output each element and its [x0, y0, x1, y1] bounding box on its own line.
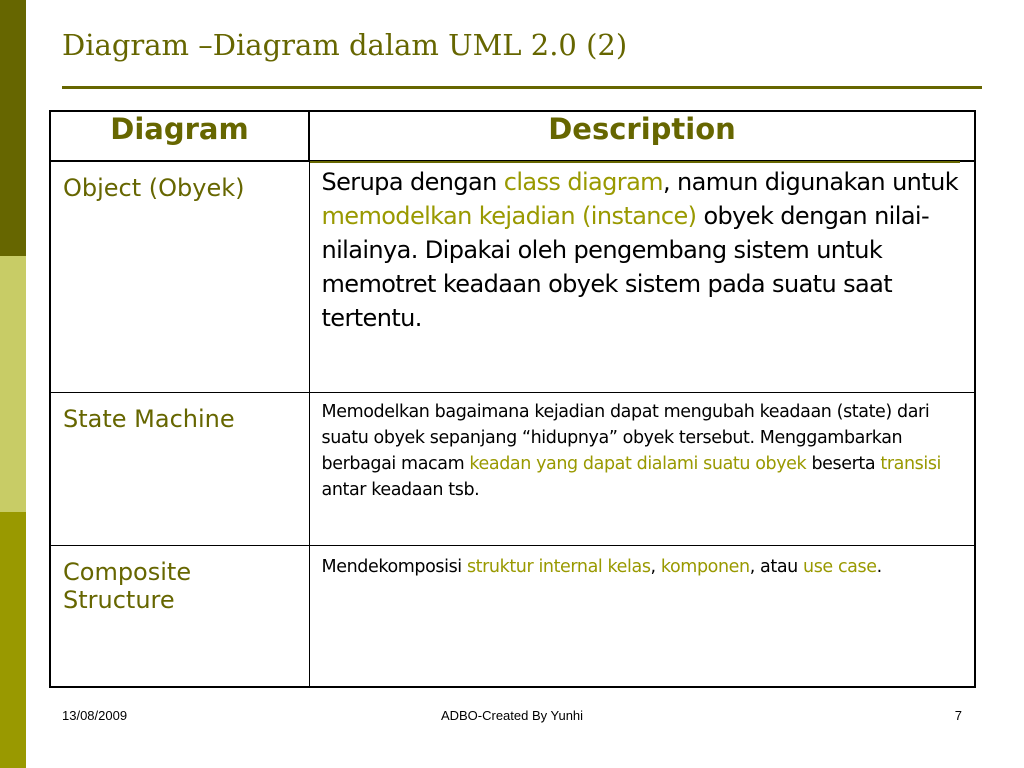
row-desc-object	[309, 161, 975, 393]
header-diagram: Diagram	[50, 111, 309, 161]
header-description-label: Description	[548, 112, 736, 146]
row-desc-state-machine	[309, 393, 975, 546]
header-description	[309, 111, 975, 161]
desc-highlight: transisi	[880, 454, 942, 474]
sidebar-band-middle	[0, 256, 26, 512]
table-row	[50, 161, 975, 393]
header-underline	[310, 161, 960, 163]
sidebar-band-bottom	[0, 512, 26, 768]
slide-title: Diagram –Diagram dalam UML 2.0 (2)	[62, 28, 628, 62]
desc-highlight: struktur internal kelas	[466, 557, 651, 577]
table-row	[50, 393, 975, 546]
row-desc-composite-structure	[309, 546, 975, 688]
footer-date: 13/08/2009	[62, 708, 128, 723]
title-divider	[62, 86, 982, 89]
desc-text: .	[876, 557, 882, 577]
desc-text: , atau	[749, 557, 804, 577]
table-row	[50, 546, 975, 688]
desc-text: Serupa dengan	[321, 168, 504, 196]
page-number: 7	[954, 708, 962, 723]
desc-highlight: komponen	[660, 557, 750, 577]
uml-diagram-table	[49, 110, 976, 688]
sidebar-band-top	[0, 0, 26, 256]
desc-text: beserta	[806, 454, 881, 474]
desc-text: Memodelkan bagaimana kejadian dapat mengubah keadaan (state) dari suatu obyek sepanjang “hidupnya” obyek tersebut. Menggambarkan berbagai macam	[321, 402, 930, 474]
desc-text: ,	[650, 557, 661, 577]
row-name-composite-structure: Composite Structure	[50, 546, 309, 688]
desc-highlight: keadan yang dapat dialami suatu obyek	[469, 454, 807, 474]
desc-text: Mendekomposisi	[321, 557, 467, 577]
desc-highlight: use case	[803, 557, 877, 577]
row-name-object: Object (Obyek)	[50, 161, 309, 393]
desc-text: antar keadaan tsb.	[321, 480, 480, 500]
desc-text: obyek dengan nilai-nilainya. Dipakai oleh pengembang sistem untuk memotret keadaan obyek sistem pada suatu saat tertentu.	[321, 202, 930, 332]
desc-text: , namun digunakan untuk	[662, 168, 959, 196]
footer-credit: ADBO-Created By Yunhi	[440, 708, 584, 723]
row-name-state-machine: State Machine	[50, 393, 309, 546]
desc-highlight: memodelkan kejadian (instance)	[321, 202, 697, 230]
desc-highlight: class diagram	[503, 168, 663, 196]
table-header-row	[50, 111, 975, 161]
